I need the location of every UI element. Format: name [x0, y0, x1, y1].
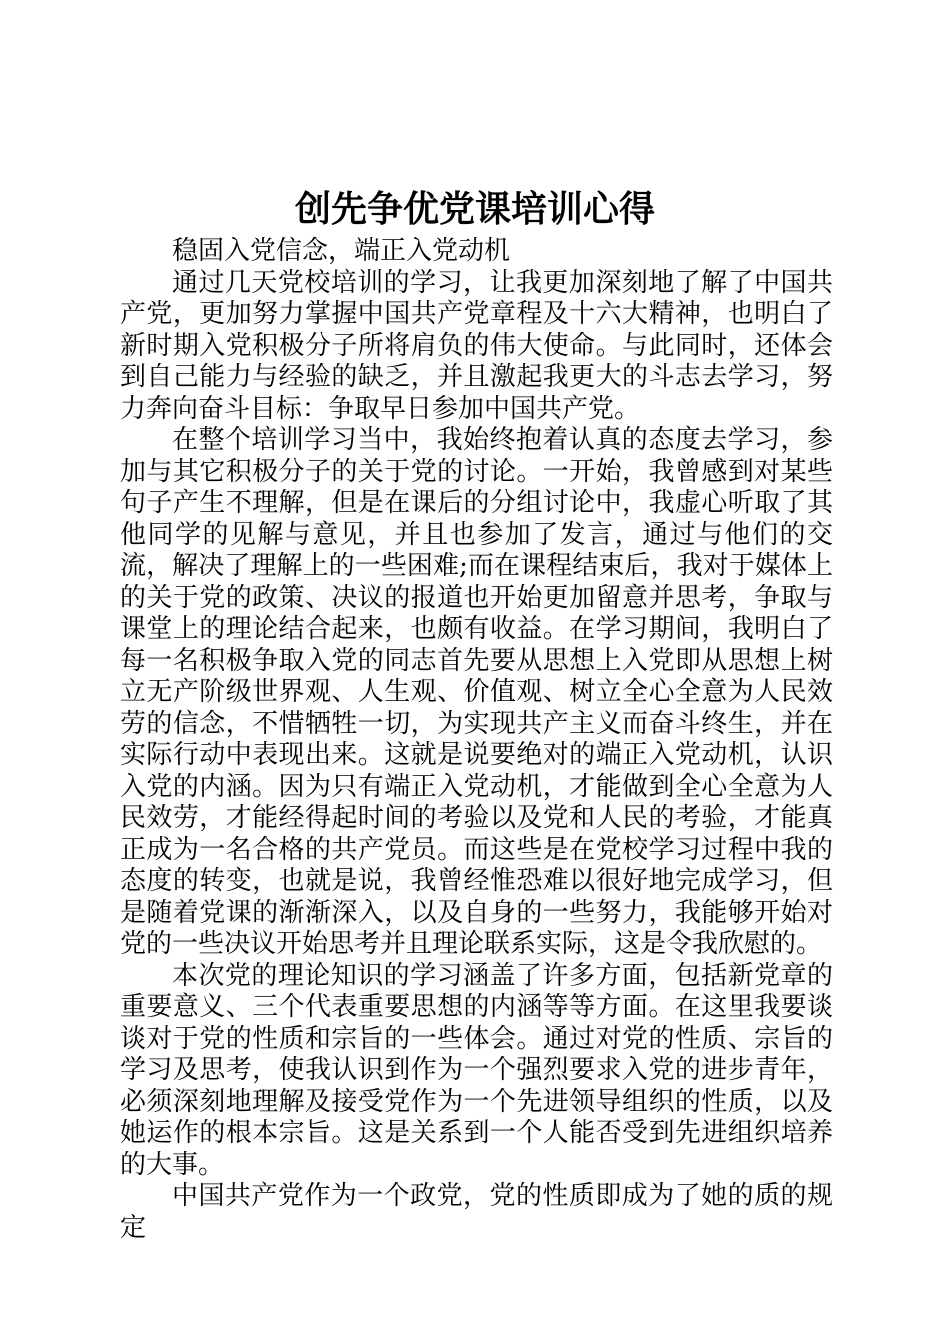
paragraph-subtitle: 稳固入党信念，端正入党动机 [172, 236, 511, 266]
paragraph: 中国共产党作为一个政党，党的性质即成为了她的质的规定 [120, 1181, 833, 1243]
paragraph: 本次党的理论知识的学习涵盖了许多方面，包括新党章的重要意义、三个代表重要思想的内涵等等方面。在这里我要谈谈对于党的性质和宗旨的一些体会。通过对党的性质、宗旨的学习及思考，使我认识到作为一个强烈要求入党的进步青年，必须深刻地理解及接受党作为一个先进领导组织的性质，以及她运作的根本宗旨。这是关系到一个人能否受到先进组织培养的大事。 [120, 960, 833, 1180]
paragraph: 在整个培训学习当中，我始终抱着认真的态度去学习，参加与其它积极分子的关于党的讨论。一开始，我曾感到对某些句子产生不理解，但是在课后的分组讨论中，我虚心听取了其他同学的见解与意见，并且也参加了发言，通过与他们的交流，解决了理解上的一些困难;而在课程结束后，我对于媒体上的关于党的政策、决议的报道也开始更加留意并思考，争取与课堂上的理论结合起来，也颇有收益。在学习期间，我明白了每一名积极争取入党的同志首先要从思想上入党即从思想上树立无产阶级世界观、人生观、价值观、树立全心全意为人民效劳的信念，不惜牺牲一切，为实现共产主义而奋斗终生，并在实际行动中表现出来。这就是说要绝对的端正入党动机，认识入党的内涵。因为只有端正入党动机，才能做到全心全意为人民效劳，才能经得起时间的考验以及党和人民的考验，才能真正成为一名合格的共产党员。而这些是在党校学习过程中我的态度的转变，也就是说，我曾经惟恐难以很好地完成学习，但是随着党课的渐渐深入，以及自身的一些努力，我能够开始对党的一些决议开始思考并且理论联系实际，这是令我欣慰的。 [120, 425, 833, 959]
document-title: 创先争优党课培训心得 [294, 188, 655, 230]
document-body [120, 236, 833, 1244]
paragraph: 通过几天党校培训的学习，让我更加深刻地了解了中国共产党，更加努力掌握中国共产党章程及十六大精神，也明白了新时期入党积极分子所将肩负的伟大使命。与此同时，还体会到自己能力与经验的缺乏，并且激起我更大的斗志去学习，努力奔向奋斗目标：争取早日参加中国共产党。 [120, 267, 833, 424]
